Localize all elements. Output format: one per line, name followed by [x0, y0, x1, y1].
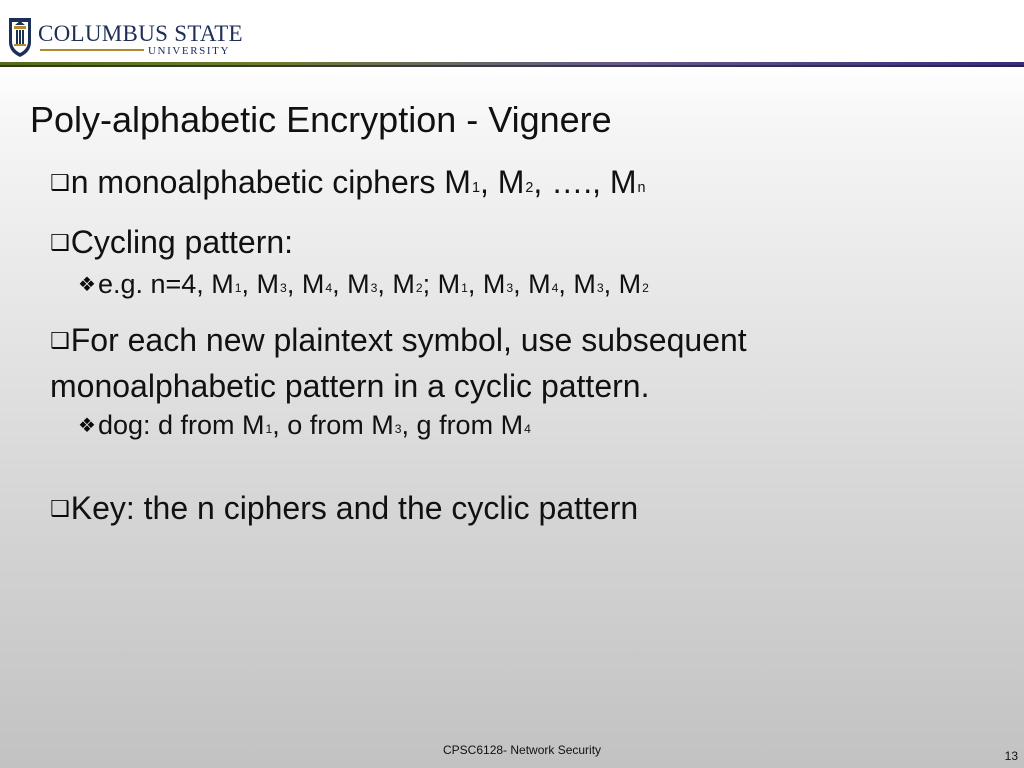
logo-divider: [40, 49, 144, 51]
slide-title: Poly-alphabetic Encryption - Vignere: [30, 99, 612, 140]
subscript: 4: [524, 422, 531, 437]
page-number: 13: [1004, 749, 1018, 763]
sub-text: ; M: [422, 269, 461, 299]
subscript: 3: [596, 281, 604, 296]
university-logo: [6, 12, 243, 58]
sub-text: , M: [286, 269, 325, 299]
bullet-text: , …., M: [533, 164, 637, 200]
sub-text: , M: [467, 269, 506, 299]
shield-icon: [6, 12, 34, 58]
sub-text: , M: [377, 269, 415, 299]
sub-text: e.g. n=4, M: [97, 269, 234, 299]
subscript: 2: [525, 180, 534, 197]
sub-text: , o from M: [272, 410, 394, 440]
bullet-text: Key: the n ciphers and the cyclic pattern: [70, 490, 639, 526]
footer-course: CPSC6128- Network Security: [443, 743, 602, 757]
subscript: 3: [370, 281, 378, 296]
bullet-ciphers: [50, 160, 646, 211]
subscript: 1: [234, 281, 242, 296]
logo-wordmark: COLUMBUS STATE: [38, 21, 243, 46]
sub-text: , M: [241, 269, 280, 299]
sub-text: , M: [332, 269, 370, 299]
subscript: 2: [415, 281, 423, 296]
subscript: 1: [461, 281, 468, 296]
subscript: 1: [265, 422, 273, 437]
square-bullet-icon: ❑: [50, 231, 70, 256]
sub-bullet-example: [78, 267, 649, 306]
subscript: 3: [280, 281, 287, 296]
subscript: 1: [471, 180, 480, 197]
bullet-key: [50, 486, 638, 532]
logo-subtitle: UNIVERSITY: [148, 45, 230, 57]
square-bullet-icon: ❑: [50, 329, 70, 354]
sub-text: , M: [513, 269, 551, 299]
header-rule: [0, 62, 1024, 68]
bullet-text: , M: [479, 164, 525, 200]
subscript: 3: [394, 422, 402, 437]
subscript: 4: [325, 281, 333, 296]
sub-text: dog: d from M: [97, 410, 265, 440]
sub-bullet-dog-example: [78, 408, 531, 447]
sub-text: , g from M: [401, 410, 524, 440]
subscript: 2: [642, 281, 649, 296]
subscript: 3: [506, 281, 514, 296]
bullet-text: n monoalphabetic ciphers M: [70, 164, 471, 200]
header-rule-bottom: [0, 65, 1024, 67]
square-bullet-icon: ❑: [50, 497, 70, 522]
bullet-cycling-pattern: [50, 220, 293, 266]
square-bullet-icon: ❑: [50, 171, 70, 196]
bullet-text: Cycling pattern:: [70, 224, 294, 260]
sub-text: , M: [603, 269, 642, 299]
sub-text: , M: [558, 269, 596, 299]
bullet-text-continued: monoalphabetic pattern in a cyclic pattern.: [50, 368, 650, 404]
diamond-clover-bullet-icon: ❖: [78, 272, 96, 296]
bullet-text: For each new plaintext symbol, use subsequent: [70, 322, 747, 358]
subscript: n: [637, 180, 646, 197]
diamond-clover-bullet-icon: ❖: [78, 413, 96, 437]
subscript: 4: [551, 281, 559, 296]
bullet-plaintext-symbol: [50, 318, 950, 408]
